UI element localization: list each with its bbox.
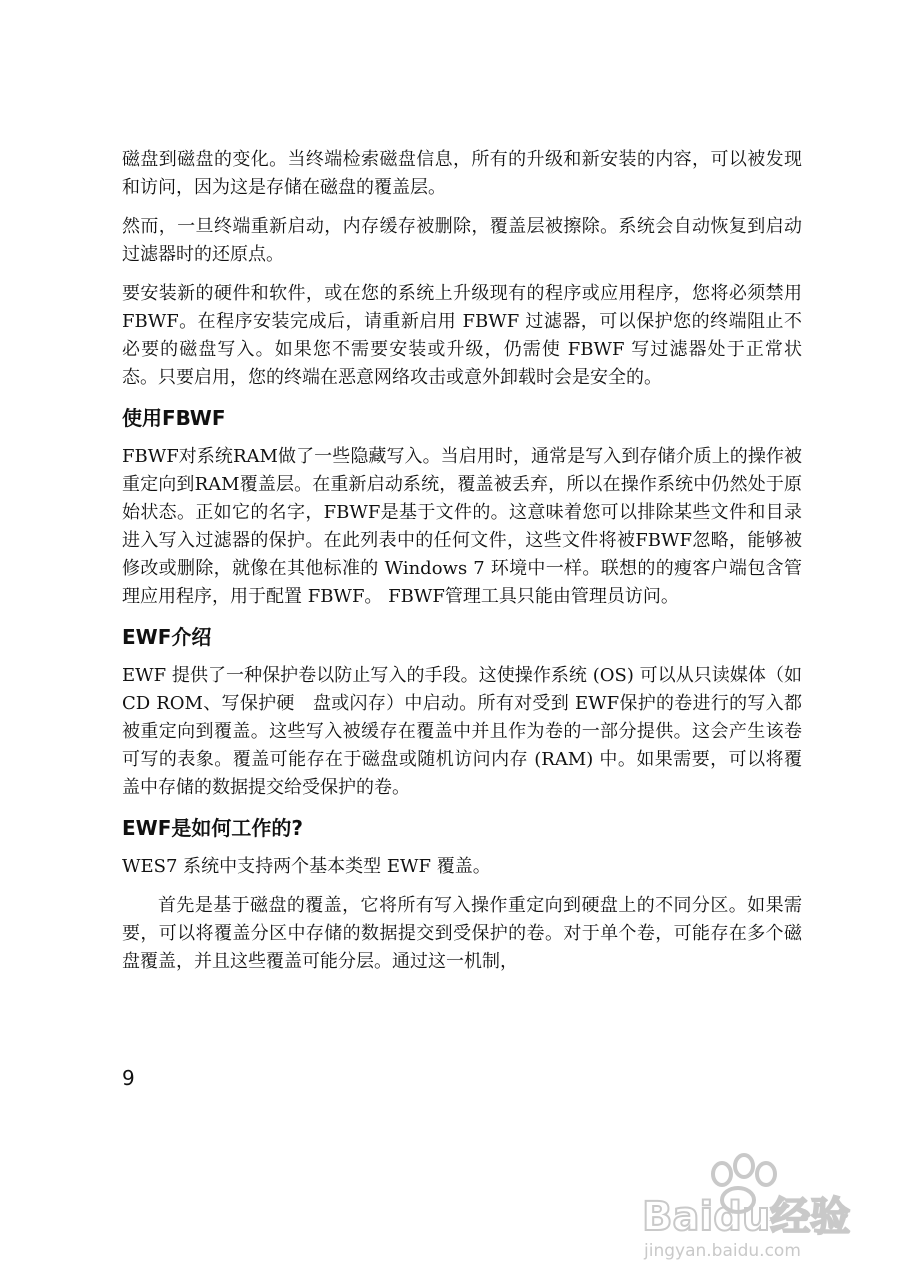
document-page [122,146,802,987]
paragraph-fbwf-body: FBWF对系统RAM做了一些隐藏写入。当启用时，通常是写入到存储介质上的操作被重定向到RAM覆盖层。在重新启动系统，覆盖被丢弃，所以在操作系统中仍然处于原始状态。正如它的名字，FBWF是基于文件的。这意味着您可以排除某些文件和目录进入写入过滤器的保护。在此列表中的任何文件，这些文件将被FBWF忽略，能够被修改或删除，就像在其他标准的 Windows 7 环境中一样。联想的的瘦客户端包含管理应用程序，用于配置 FBWF。 FBWF管理工具只能由管理员访问。 [122,446,802,607]
paragraph-disk-changes: 磁盘到磁盘的变化。当终端检索磁盘信息，所有的升级和新安装的内容，可以被发现和访问，因为这是存储在磁盘的覆盖层。 [122,149,802,198]
paragraph-ewf-intro-body: EWF 提供了一种保护卷以防止写入的手段。这使操作系统 (OS) 可以从只读媒体（如 CD ROM、写保护硬 盘或闪存）中启动。所有对受到 EWF保护的卷进行的写入都被重定向到覆盖。这些写入被缓存在覆盖中并且作为卷的一部分提供。这会产生该卷可写的表象。覆盖可能存在于磁盘或随机访问内存 (RAM) 中。如果需要，可以将覆盖中存储的数据提交给受保护的卷。 [122,665,802,798]
watermark-brand-text: Baidu经验 [642,1194,851,1240]
paragraph-restart-restore: 然而，一旦终端重新启动，内存缓存被删除，覆盖层被擦除。系统会自动恢复到启动过滤器时的还原点。 [122,216,802,265]
heading-ewf-how: EWF是如何工作的? [122,816,303,840]
page-number: 9 [122,1066,135,1090]
paragraph-install-software: 要安装新的硬件和软件，或在您的系统上升级现有的程序或应用程序，您将必须禁用 FBWF。在程序安装完成后，请重新启用 FBWF 过滤器，可以保护您的终端阻止不必要的磁盘写入。如果您不需要安装或升级，仍需使 FBWF 写过滤器处于正常状态。只要启用，您的终端在恶意网络攻击或意外卸载时会是安全的。 [122,283,802,388]
heading-using-fbwf: 使用FBWF [122,406,226,430]
watermark-url-text: jingyan.baidu.com [644,1241,801,1261]
paragraph-ewf-types: WES7 系统中支持两个基本类型 EWF 覆盖。 [122,856,491,877]
baidu-jingyan-watermark [638,1150,886,1262]
heading-ewf-intro: EWF介绍 [122,625,212,649]
baidu-paw-logo-icon [638,1150,886,1262]
paragraph-disk-overlay: 首先是基于磁盘的覆盖，它将所有写入操作重定向到硬盘上的不同分区。如果需要，可以将覆盖分区中存储的数据提交到受保护的卷。对于单个卷，可能存在多个磁盘覆盖，并且这些覆盖可能分层。通过这一机制， [122,895,802,972]
